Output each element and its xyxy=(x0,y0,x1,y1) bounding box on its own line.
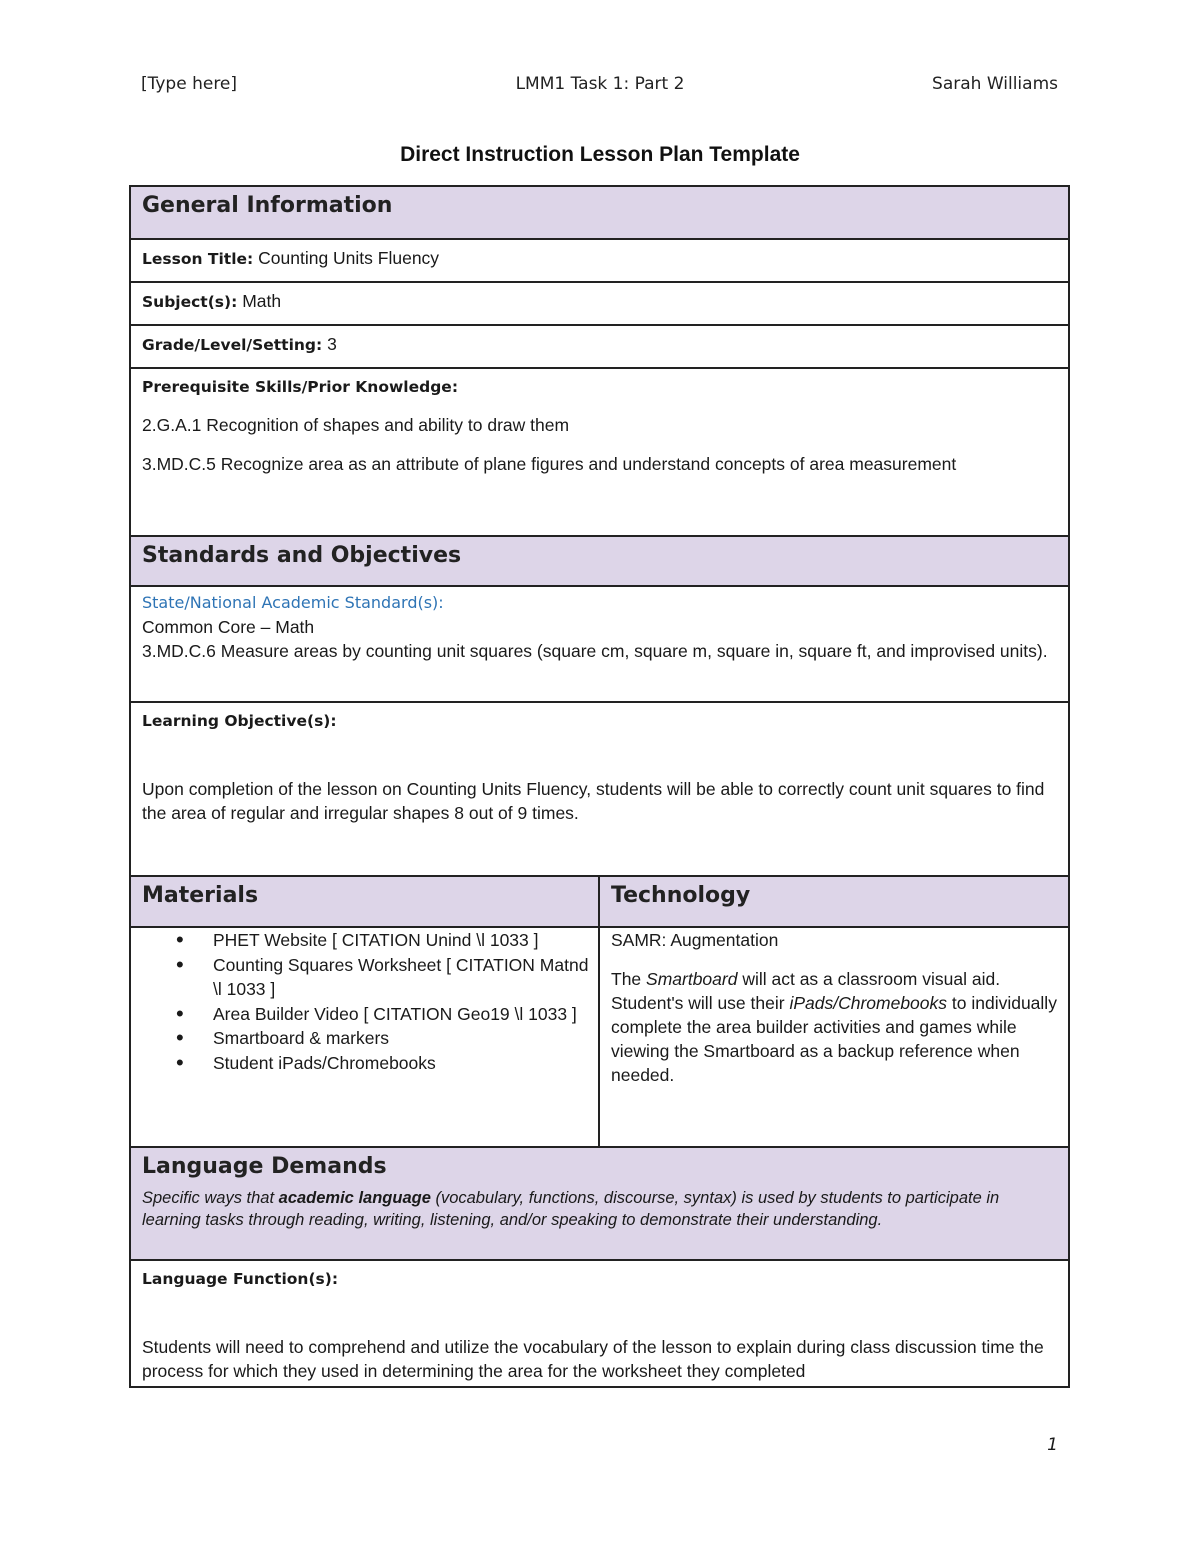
subject-row xyxy=(131,281,1068,324)
language-demands-section xyxy=(131,1146,1068,1259)
document-title: Direct Instruction Lesson Plan Template xyxy=(400,143,800,166)
lesson-title-label: Lesson Title: xyxy=(142,250,254,268)
materials-item: • Smartboard & markers xyxy=(213,1026,598,1051)
materials-item: • Area Builder Video [ CITATION Geo19 \l 1033 ] xyxy=(213,1002,598,1027)
state-standards-row xyxy=(131,585,1068,701)
materials-heading: Materials xyxy=(131,877,600,926)
technology-cell xyxy=(600,928,1068,1146)
language-function-label: Language Function(s): xyxy=(142,1270,339,1288)
materials-item: • Counting Squares Worksheet [ CITATION Matnd \l 1033 ] xyxy=(213,953,598,1002)
header-left: [Type here] xyxy=(141,74,238,94)
grade-row xyxy=(131,324,1068,367)
samr-level: SAMR: Augmentation xyxy=(611,930,779,950)
smartboard-term: Smartboard xyxy=(646,969,738,989)
prereq-item: 3.MD.C.5 Recognize area as an attribute of plane figures and understand concepts of area measurement xyxy=(142,454,957,474)
learning-objective-text: Upon completion of the lesson on Counting Units Fluency, students will be able to correctly count unit squares to find the area of regular and irregular shapes 8 out of 9 times. xyxy=(142,779,1045,823)
prereq-label: Prerequisite Skills/Prior Knowledge: xyxy=(142,378,459,396)
prereq-item: 2.G.A.1 Recognition of shapes and ability to draw them xyxy=(142,415,570,435)
materials-technology-row xyxy=(131,926,1068,1146)
academic-language-term: academic language xyxy=(278,1189,431,1207)
lesson-title-value: Counting Units Fluency xyxy=(258,248,440,268)
language-demands-heading: Language Demands xyxy=(131,1148,1068,1183)
materials-item: • Student iPads/Chromebooks xyxy=(213,1051,598,1076)
general-info-heading: General Information xyxy=(131,187,1068,238)
devices-term: iPads/Chromebooks xyxy=(789,993,948,1013)
learning-objectives-row xyxy=(131,701,1068,875)
standards-heading: Standards and Objectives xyxy=(131,535,1068,585)
materials-technology-heading-row xyxy=(131,875,1068,926)
header-center: LMM1 Task 1: Part 2 xyxy=(515,74,685,94)
materials-item: • PHET Website [ CITATION Unind \l 1033 ] xyxy=(213,928,598,953)
standard-line: Common Core – Math xyxy=(142,617,315,637)
learning-objectives-label: Learning Objective(s): xyxy=(142,712,337,730)
technology-heading: Technology xyxy=(600,877,1068,926)
language-function-row xyxy=(131,1259,1068,1386)
grade-value: 3 xyxy=(327,334,337,354)
materials-list xyxy=(131,928,598,1075)
language-demands-description: Specific ways that academic language (vocabulary, functions, discourse, syntax) is used by students to participate in learning tasks through reading, writing, listening, and/or speaking to demonstrate their understanding. xyxy=(142,1189,1000,1229)
state-standards-label: State/National Academic Standard(s): xyxy=(142,593,444,612)
lesson-title-row xyxy=(131,238,1068,281)
subject-label: Subject(s): xyxy=(142,293,238,311)
page-number: 1 xyxy=(1047,1435,1058,1455)
lesson-plan-table xyxy=(129,185,1070,1388)
grade-label: Grade/Level/Setting: xyxy=(142,336,323,354)
technology-description: The Smartboard will act as a classroom visual aid. Student's will use their iPads/Chromebooks to individually complete the area builder activities and games while viewing the Smartboard as a backup reference when needed. xyxy=(611,969,1057,1085)
subject-value: Math xyxy=(242,291,282,311)
language-function-text: Students will need to comprehend and utilize the vocabulary of the lesson to explain during class discussion time the process for which they used in determining the area for the worksheet they completed xyxy=(142,1337,1044,1381)
prereq-row xyxy=(131,367,1068,535)
materials-cell xyxy=(131,928,600,1146)
standard-line: 3.MD.C.6 Measure areas by counting unit squares (square cm, square m, square in, square ft, and improvised units). xyxy=(142,641,1048,661)
header-right: Sarah Williams xyxy=(932,74,1058,94)
